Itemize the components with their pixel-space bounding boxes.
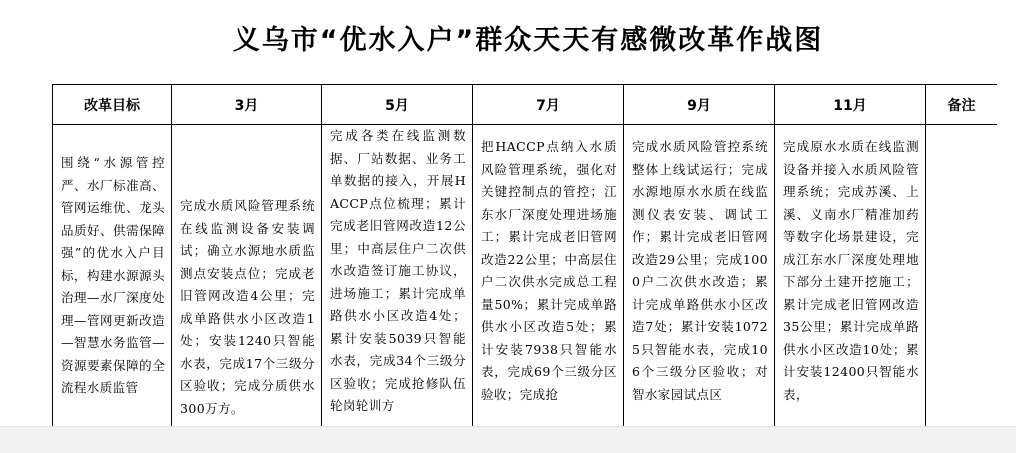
cell-remarks <box>926 125 998 453</box>
header-remarks: 备注 <box>926 85 998 125</box>
header-september: 9月 <box>624 85 775 125</box>
may-text: 完成各类在线监测数据、厂站数据、业务工单数据的接入，开展HACCP点位梳理；累计完成老旧管网改造12公里；中高层住户二次供水改造签订施工协议，进场施工；累计完成单路供水小区改造4处；累计安装5039只智能水表，完成34个三级分区验收；完成抢修队伍轮岗轮训方 <box>330 128 466 413</box>
table-header-row <box>53 85 998 125</box>
july-text: 把HACCP点纳入水质风险管理系统，强化对关键控制点的管控；江东水厂深度处理进场施工；累计完成老旧管网改造22公里；中高层住户二次供水完成总工程量50%；累计完成单路供水小区改造5处；累计安装7938只智能水表，完成69个三级分区验收；完成抢 <box>481 139 617 402</box>
header-may: 5月 <box>322 85 473 125</box>
cell-march <box>172 125 322 453</box>
cell-november <box>775 125 926 453</box>
table-row <box>53 125 998 453</box>
header-reform-goal: 改革目标 <box>53 85 172 125</box>
page-bottom-edge <box>0 426 1016 453</box>
cell-july <box>473 125 624 453</box>
march-text: 完成水质风险管理系统在线监测设备安装调试；确立水源地水质监测点安装点位；完成老旧管网改造4公里；完成单路供水小区改造1处；安装1240只智能水表，完成17个三级分区验收；完成分质供水300万方。 <box>180 198 315 416</box>
november-text: 完成原水水质在线监测设备并接入水质风险管理系统；完成苏溪、上溪、义南水厂精准加药等数字化场景建设，完成江东水厂深度处理地下部分土建开挖施工；累计完成老旧管网改造35公里；累计完成单路供水小区改造10处；累计安装12400只智能水表， <box>783 139 919 402</box>
cell-reform-goal <box>53 125 172 453</box>
reform-plan-table <box>52 84 997 453</box>
reform-plan-table-wrapper <box>52 84 997 453</box>
september-text: 完成水质风险管控系统整体上线试运行；完成水源地原水水质在线监测仪表安装、调试工作；累计完成老旧管网改造29公里；完成1000户二次供水改造；累计完成单路供水小区改造7处；累计安装10725只智能水表，完成106个三级分区验收；对智水家园试点区 <box>632 139 768 402</box>
header-july: 7月 <box>473 85 624 125</box>
cell-september <box>624 125 775 453</box>
cell-may <box>322 125 473 453</box>
header-november: 11月 <box>775 85 926 125</box>
page-title: 义乌市“优水入户”群众天天有感微改革作战图 <box>232 25 824 56</box>
header-march: 3月 <box>172 85 322 125</box>
reform-goal-text: 围绕“水源管控严、水厂标准高、管网运维优、龙头品质好、供需保障强”的优水入户目标，构建水源源头治理—水厂深度处理—管网更新改造—智慧水务监管—资源要素保障的全流程水质监管 <box>61 155 165 395</box>
